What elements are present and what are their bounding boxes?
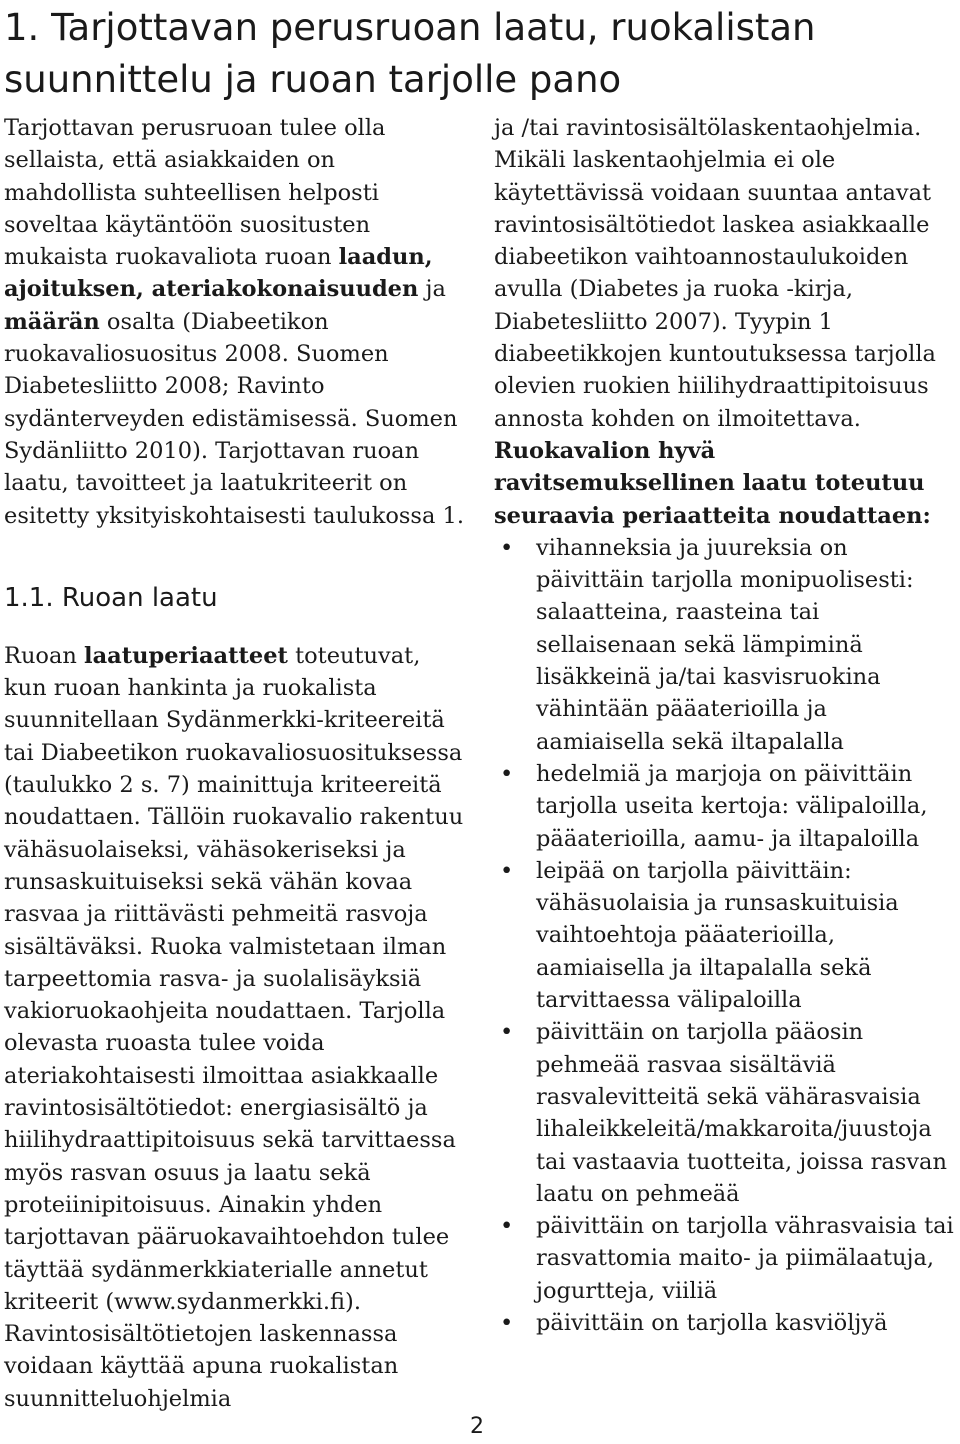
bullet-icon: •	[500, 534, 514, 561]
intro-text-3: osalta (Diabeetikon ruokavaliosuositus 2008. Suomen Diabetesliitto 2008; Ravinto sydänterveyden edistämisessä. Suomen Sydänliitto 2010). Tarjottavan ruoan laatu, tavoitteet ja laatukriteerit on esitetty yksityiskohtaisesti taulukossa 1.	[4, 308, 465, 529]
list-item-text: päivittäin on tarjolla vährasvaisia tai rasvattomia maito- ja piimälaatuja, jogurtteja, viiliä	[536, 1213, 954, 1304]
bullet-icon: •	[500, 1019, 514, 1046]
section-heading: 1.1. Ruoan laatu	[4, 582, 218, 613]
quality-bold: laatuperiaatteet	[84, 642, 288, 669]
left-column	[4, 112, 464, 1415]
page-title: 1. Tarjottavan perusruoan laatu, ruokalistan suunnittelu ja ruoan tarjolle pano	[4, 6, 816, 101]
intro-text-2: ja	[418, 276, 446, 303]
bullet-icon: •	[500, 760, 514, 787]
list-item-text: hedelmiä ja marjoja on päivittäin tarjolla useita kertoja: välipaloilla, pääaterioilla, aamu- ja iltapaloilla	[536, 760, 928, 852]
list-item	[494, 1307, 958, 1339]
bullet-icon: •	[500, 857, 514, 884]
continuation-paragraph: ja /tai ravintosisältölaskentaohjelmia. Mikäli laskentaohjelmia ei ole käytettävissä voidaan suuntaa antavat ravintosisältötiedot laskea asiakkaalle diabeetikon vaihtoannostaulukoiden avulla (Diabetes ja ruoka -kirja, Diabetesliitto 2007). Tyypin 1 diabeetikkojen kuntoutuksessa tarjolla olevien ruokien hiilihydraattipitoisuus annosta kohden on ilmoitettava.	[494, 115, 936, 432]
bullet-icon: •	[500, 1309, 514, 1336]
right-column	[494, 112, 958, 1339]
intro-text-1: Tarjottavan perusruoan tulee olla sellaista, että asiakkaiden on mahdollista suhteellisen helposti soveltaa käytäntöön suositusten mukaista ruokavaliota ruoan	[4, 115, 386, 271]
list-item	[494, 1016, 958, 1210]
page-number: 2	[470, 1414, 484, 1439]
principles-list	[494, 532, 958, 1339]
list-item-text: päivittäin on tarjolla pääosin pehmeää rasvaa sisältäviä rasvalevitteitä sekä vähärasvaisia lihaleikkeleitä/makkaroita/juustoja tai vastaavia tuotteita, joissa rasvan laatu on pehmeää	[536, 1019, 947, 1207]
bullet-icon: •	[500, 1213, 514, 1240]
principles-heading: Ruokavalion hyvä ravitsemuksellinen laatu toteutuu seuraavia periaatteita noudattaen:	[494, 437, 931, 529]
intro-paragraph	[4, 112, 464, 532]
list-item	[494, 1210, 958, 1307]
quality-text-2: toteutuvat, kun ruoan hankinta ja ruokalista suunnitellaan Sydänmerkki-kriteereitä tai Diabeetikon ruokavaliosuosituksessa (taulukko 2 s. 7) mainittuja kriteereitä noudattaen. Tällöin ruokavalio rakentuu vähäsuolaiseksi, vähäsokeriseksi ja runsaskuituiseksi sekä vähän kovaa rasvaa ja riittävästi pehmeitä rasvoja sisältäväksi. Ruoka valmistetaan ilman tarpeettomia rasva- ja suolalisäyksiä vakioruokaohjeita noudattaen. Tarjolla olevasta ruoasta tulee voida ateriakohtaisesti ilmoittaa asiakkaalle ravintosisältötiedot: energiasisältö ja hiilihydraattipitoisuus sekä tarvittaessa myös rasvan osuus ja laatu sekä proteiinipitoisuus. Ainakin yhden tarjottavan pääruokavaihtoehdon tulee täyttää sydänmerkkiaterialle annetut kriteerit (www.sydanmerkki.fi). Ravintosisältötietojen laskennassa voidaan käyttää apuna ruokalistan suunnitteluohjelmia	[4, 642, 464, 1412]
quality-paragraph	[4, 640, 464, 1415]
list-item-text: leipää on tarjolla päivittäin: vähäsuolaisia ja runsaskuituisia vaihtoehtoja pääaterioilla, aamiaisella ja iltapalalla sekä tarvittaessa välipaloilla	[536, 857, 899, 1014]
intro-bold-1: laadun, ajoituksen, ateriakokonaisuuden	[4, 244, 433, 303]
quality-text-1: Ruoan	[4, 642, 85, 669]
list-item-text: vihanneksia ja juureksia on päivittäin tarjolla monipuolisesti: salaatteina, raasteina tai sellaisenaan sekä lämpiminä lisäkkeinä ja/tai kasvisruokina vähintään pääaterioilla ja aamiaisella sekä iltapalalla	[536, 534, 914, 755]
list-item	[494, 855, 958, 1016]
intro-bold-2: määrän	[4, 308, 100, 335]
list-item	[494, 758, 958, 855]
list-item-text: päivittäin on tarjolla kasviöljyä	[536, 1309, 888, 1336]
list-item	[494, 532, 958, 758]
